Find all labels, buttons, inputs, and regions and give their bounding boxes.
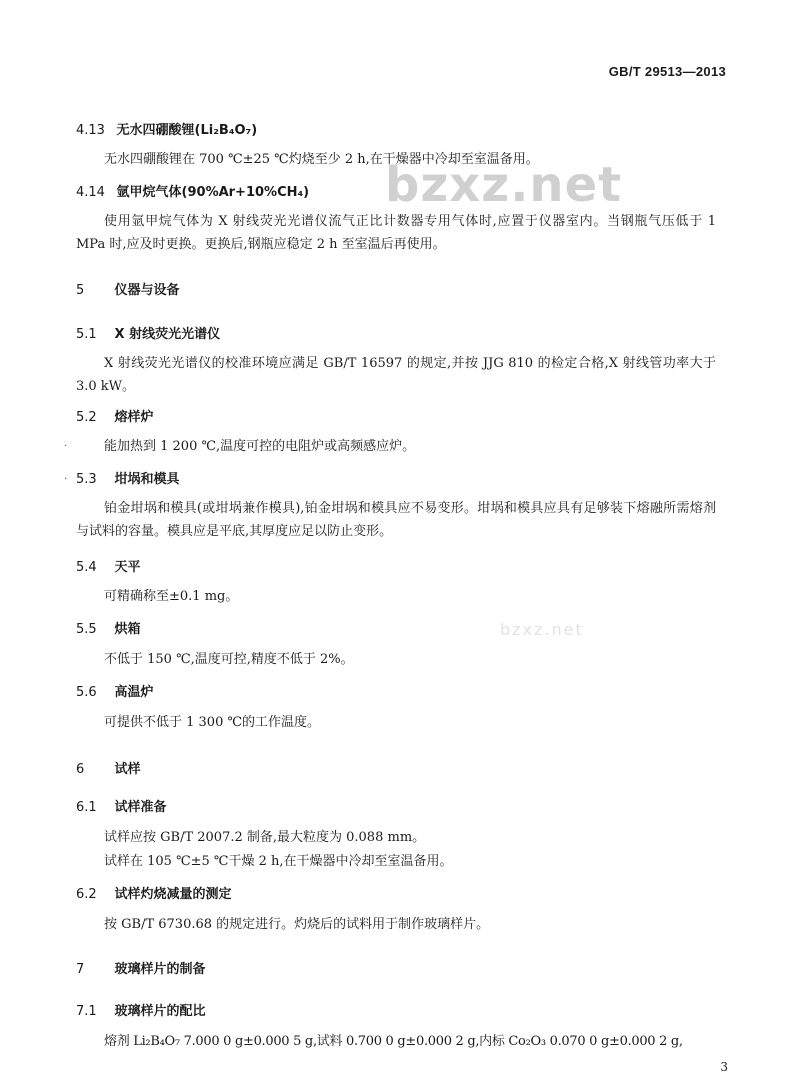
paragraph: 使用氩甲烷气体为 X 射线荧光光谱仪流气正比计数器专用气体时,应置于仪器室内。当钢瓶气压低于 1 MPa 时,应及时更换。更换后,钢瓶应稳定 2 h 至室温后再使用。 bbox=[76, 214, 716, 252]
section-heading bbox=[76, 681, 154, 700]
scan-speck: · bbox=[64, 474, 68, 485]
section-title: 坩埚和模具 bbox=[114, 472, 180, 487]
chapter-heading bbox=[76, 958, 206, 977]
section-title: 无水四硼酸锂(Li₂B₄O₇) bbox=[116, 123, 258, 138]
paragraph: 无水四硼酸锂在 700 ℃±25 ℃灼烧至少 2 h,在干燥器中冷却至室温备用。 bbox=[104, 152, 539, 167]
paragraph: 试样应按 GB/T 2007.2 制备,最大粒度为 0.088 mm。 bbox=[104, 830, 426, 845]
watermark: bzxz.net bbox=[385, 157, 623, 213]
section-number: 7.1 bbox=[76, 1004, 97, 1019]
section-heading bbox=[76, 883, 232, 902]
paragraph: 不低于 150 ℃,温度可控,精度不低于 2%。 bbox=[104, 652, 354, 667]
scan-speck: · bbox=[64, 441, 68, 452]
section-heading bbox=[76, 618, 141, 637]
section-number: 5.1 bbox=[76, 327, 97, 342]
chapter-heading bbox=[76, 758, 141, 777]
section-title: 玻璃样片的制备 bbox=[114, 962, 206, 977]
section-title: 熔样炉 bbox=[114, 410, 154, 425]
section-number: 4.13 bbox=[76, 123, 105, 138]
section-heading bbox=[76, 181, 309, 200]
section-title: 试样灼烧减量的测定 bbox=[114, 887, 232, 902]
paragraph: 能加热到 1 200 ℃,温度可控的电阻炉或高频感应炉。 bbox=[104, 439, 416, 454]
paragraph: 可精确称至±0.1 mg。 bbox=[104, 589, 239, 604]
section-heading bbox=[76, 119, 257, 138]
faint-watermark: bzxz.net bbox=[500, 620, 584, 639]
section-number: 5.3 bbox=[76, 472, 97, 487]
paragraph: 可提供不低于 1 300 ℃的工作温度。 bbox=[104, 715, 321, 730]
section-title: 试样准备 bbox=[114, 800, 167, 815]
paragraph: 铂金坩埚和模具(或坩埚兼作模具),铂金坩埚和模具应不易变形。坩埚和模具应具有足够装下熔融所需熔剂与试料的容量。模具应是平底,其厚度应足以防止变形。 bbox=[76, 501, 716, 539]
paragraph: 熔剂 Li₂B₄O₇ 7.000 0 g±0.000 5 g,试料 0.700 0 g±0.000 2 g,内标 Co₂O₃ 0.070 0 g±0.000 2 g, bbox=[104, 1034, 683, 1049]
section-title: 高温炉 bbox=[114, 685, 154, 700]
paragraph: 试样在 105 ℃±5 ℃干燥 2 h,在干燥器中冷却至室温备用。 bbox=[104, 854, 453, 869]
section-number: 4.14 bbox=[76, 185, 105, 200]
chapter-heading bbox=[76, 279, 180, 298]
section-heading bbox=[76, 1000, 206, 1019]
section-number: 7 bbox=[76, 962, 85, 977]
section-number: 6.2 bbox=[76, 887, 97, 902]
section-title: 氩甲烷气体(90%Ar+10%CH₄) bbox=[116, 185, 310, 200]
section-heading bbox=[76, 556, 141, 575]
paragraph: X 射线荧光光谱仪的校准环境应满足 GB/T 16597 的规定,并按 JJG 810 的检定合格,X 射线管功率大于 3.0 kW。 bbox=[76, 356, 716, 394]
section-number: 5.6 bbox=[76, 685, 97, 700]
section-title: 烘箱 bbox=[114, 622, 141, 637]
standard-code: GB/T 29513—2013 bbox=[608, 64, 726, 79]
section-title: 仪器与设备 bbox=[114, 283, 180, 298]
section-heading bbox=[76, 796, 167, 815]
section-number: 5 bbox=[76, 283, 85, 298]
section-number: 5.2 bbox=[76, 410, 97, 425]
section-heading bbox=[76, 406, 154, 425]
section-title: X 射线荧光光谱仪 bbox=[114, 327, 221, 342]
section-heading bbox=[76, 323, 220, 342]
paragraph: 按 GB/T 6730.68 的规定进行。灼烧后的试料用于制作玻璃样片。 bbox=[104, 917, 490, 932]
page-number: 3 bbox=[720, 1060, 728, 1074]
section-title: 天平 bbox=[114, 560, 141, 575]
section-number: 5.4 bbox=[76, 560, 97, 575]
section-title: 玻璃样片的配比 bbox=[114, 1004, 206, 1019]
section-title: 试样 bbox=[114, 762, 141, 777]
section-heading bbox=[76, 468, 180, 487]
section-number: 5.5 bbox=[76, 622, 97, 637]
section-number: 6 bbox=[76, 762, 85, 777]
section-number: 6.1 bbox=[76, 800, 97, 815]
